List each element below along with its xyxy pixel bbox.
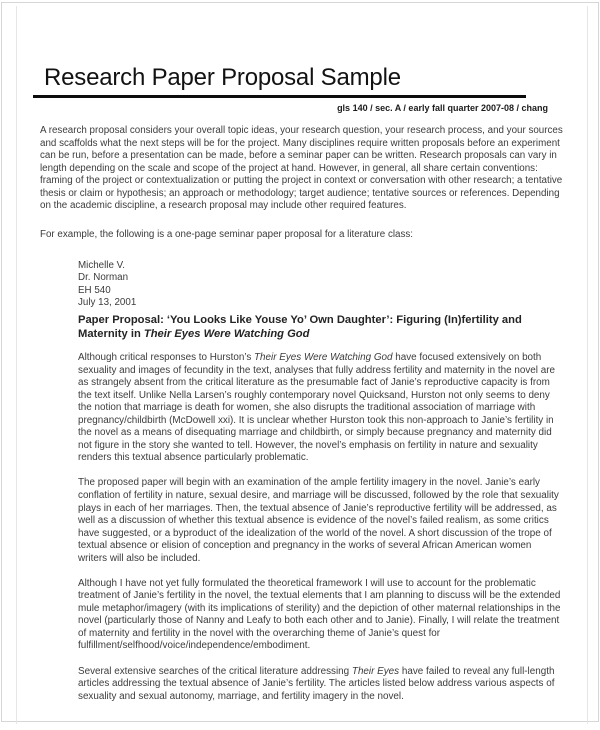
text-run: For example, the following is a one-page seminar paper proposal for a literature class:: [40, 229, 414, 240]
text-run: Although critical responses to Hurston’s: [78, 352, 255, 363]
proposal-paragraph: [78, 477, 562, 565]
proposal-paragraph: [78, 578, 562, 653]
page-edge-line-left: [16, 6, 17, 724]
proposal-paragraph: [78, 352, 562, 465]
student-info-block: [78, 260, 136, 309]
text-run: Although I have not yet fully formulated the theoretical framework I will use to account for the problematic treatment of Janie’s fertility in the novel, the textual elements that I am planning to discuss will be the extended mule metaphor/imagery (with its implications of sterility) and the depiction of other maternal relationships in the novel (particularly those of Nanny and Leafy to both each other and to Janie). Finally, I will relate the treatment of maternity and fertility in the novel with the overarching theme of Janie’s quest for fulfillment/selfhood/voice/independence/embodiment.: [78, 577, 561, 652]
course-number: EH 540: [78, 284, 111, 296]
text-run: The proposed paper will begin with an examination of the ample fertility imagery in the novel. Janie’s early conflation of fertility in nature, sexual desire, and marriage will be discussed, followed by the role that sexuality plays in each of her marriages. Then, the textual absence of Janie’s reproductive fertility will be addressed, as well as a discussion of whether this textual absence is evidence of the novel’s failed realism, as some critics have suggested, or a byproduct of the idealization of the world of the novel. A short discussion of the trope of textual absence or elision of conception and pregnancy in the works of several African American women writers will also be included.: [78, 477, 559, 564]
proposal-body: [78, 352, 562, 716]
course-info-line: gls 140 / sec. A / early fall quarter 2007-08 / chang: [337, 103, 548, 113]
student-name: Michelle V.: [78, 260, 126, 271]
text-run: A research proposal considers your overall topic ideas, your research question, your research process, and your sources and scaffolds what the next steps will be for the project. Many disciplines require written proposals before an experiment can be run, before a presentation can be made, before a seminar paper can be written. Research proposals can vary in length depending on the scale and scope of the project at hand. However, in general, all share certain conventions: framing of the project or contextualization or putting the project in context or conversation with other research; a tentative thesis or claim or hypothesis; an approach or methodology; target audience; tentative sources or references. Depending on the academic discipline, a research proposal may include other required features.: [40, 125, 563, 211]
text-run: have focused extensively on both sexuality and images of fecundity in the text, analyses that fully address fertility and maternity in the novel are as strangely absent from the critical literature as the presumable fact of Janie’s reproductive capacity is from the text itself. Unlike Nella Larsen’s roughly contemporary novel Quicksand, Hurston not only seems to deny the notion that marriage is death for women, she also disrupts the traditional association of marriage with pregnancy/childbirth (McDowell xxi). It is unclear whether Hurston took this non-approach to Janie’s fertility in the novel as a means of disequating marriage and childbirth, or simply because pregnancy and maternity did not figure in the story she wanted to tell. However, the novel’s emphasis on fertility in nature and sexuality renders this textual absence particularly problematic.: [78, 352, 555, 464]
italic-text-run: Their Eyes Were Watching God: [254, 352, 393, 363]
date-line: July 13, 2001: [78, 296, 137, 308]
text-run: Several extensive searches of the critical literature addressing: [78, 665, 352, 677]
page-title: Research Paper Proposal Sample: [44, 64, 401, 91]
italic-text-run: Their Eyes Were Watching God: [143, 327, 310, 340]
text-run: Paper Proposal: ‘You Looks Like Youse Yo’ Own Daughter’: Figuring (In)fertility and Maternity in: [78, 314, 522, 340]
page-edge-line-right: [587, 6, 588, 724]
intro-paragraph: [40, 125, 564, 213]
title-underline-rule: [33, 95, 526, 98]
proposal-heading: [78, 314, 560, 341]
text-run: have failed to reveal any full-length articles addressing the textual absence of Janie’s fertility. The articles listed below address various aspects of sexuality and sexual autonomy, marriage, and fertility imagery in the novel.: [78, 665, 555, 702]
italic-text-run: Their Eyes: [351, 665, 400, 677]
proposal-paragraph: [78, 666, 562, 704]
example-lead-line: [40, 229, 564, 242]
instructor-name: Dr. Norman: [78, 272, 129, 284]
